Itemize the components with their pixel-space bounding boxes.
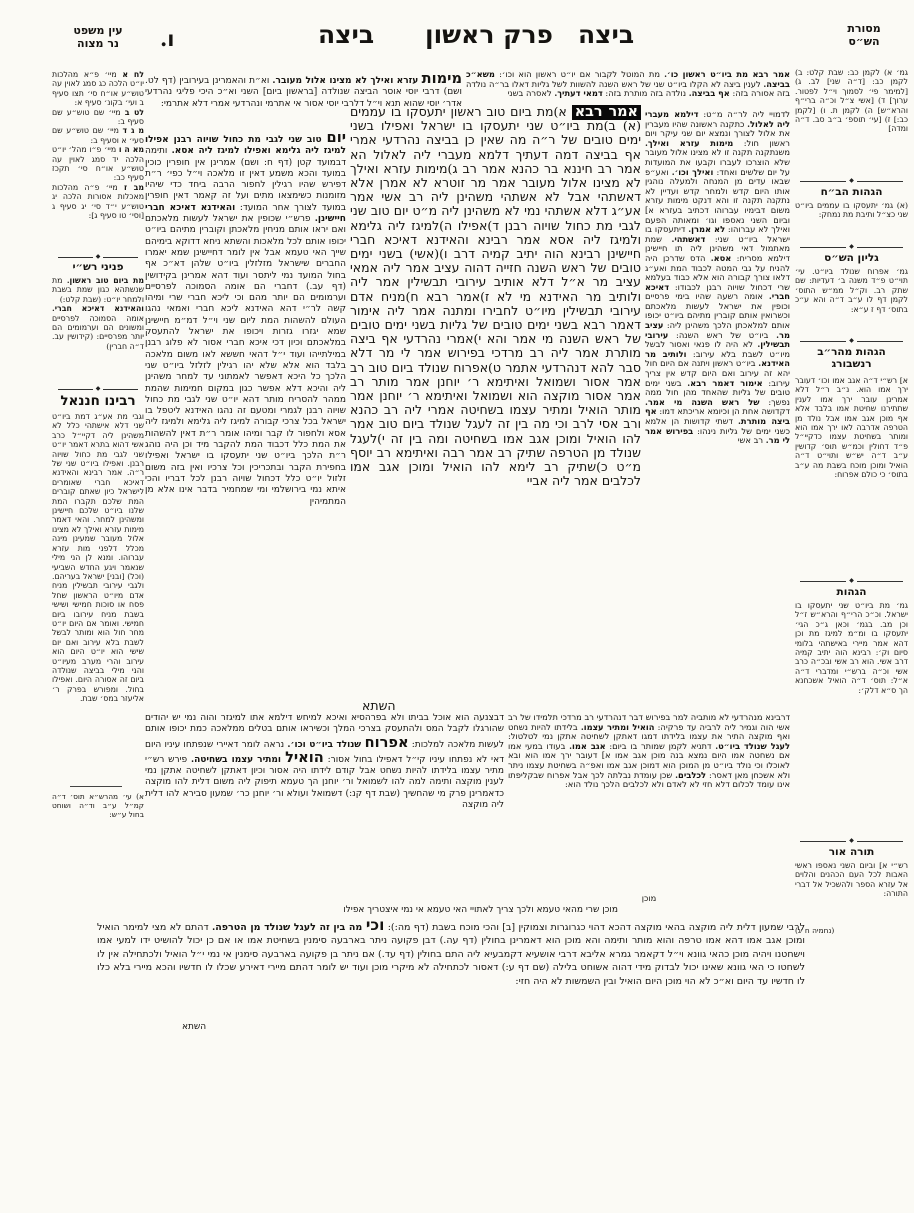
ein-mishpat-entries: לח א מיי׳ פ״א מהלכות יו״ט הלכה כג סמג לאוין עה טוש״ע או״ח סי׳ תצו סעיף ב ועי׳ בקונ׳ סעיף א: לט ב מיי׳ שם טוש״ע שם סעיף ב: מ ג ד מיי׳ שם טוש״ע שם סעי׳ א וסעיף ב: מא ה ו מיי׳ פ״ו מהל׳ יו״ט הלכה יד סמג לאוין עה טוש״ע או״ח סי׳ תקכז סעיף כב: מב ז מיי׳ פ״ה מהלכות מאכלות אסורות הלכה יג טוש״ע י״ד סי׳ יג סעיף ג [וסי׳ טו סעיף ג]: <box>52 70 144 221</box>
ein-mishpat-title-line1: עין משפט <box>73 24 123 37</box>
torah-or-text: רש״י א] וביום השני נאספו ראשי האבות לכל העם הכהנים והלוים אל עזרא הספר ולהשכיל אל דברי התורה: <box>795 861 908 899</box>
footnote-rule <box>70 786 122 787</box>
ein-mishpat-title <box>52 24 144 50</box>
masoret-title-line1: מסורת <box>847 22 881 35</box>
rashi-widened-block: דרבינא מנהרדעי לא מותביה למר בפירוש דבר דנהרדעי רב מרדכי תלמידו של רב אשי הוה וגמיר ליה לרביה עד פרקיה: הואיל ומתיר עצמו. בלידתו להיות נשחט ואף מוקצה התיר את עצמו בלידתו דמגו דאתקן לשחיטה אתקן נמי לטלטול: לעגל שנולד ביו״ט. דתניא לקמן שמותר בו ביום: אגב אמו. בעודו במעי אמו אם נשחטה אמו היום נמצא בנה מוכן אגב אמו א] דעובר ירך אמו הוא ובא לאוכלו וכי נולד ביו״ט מן המוכן הוא דמוכן אגב אמו ואפ״ה בשחיטת עצמו ניתר ולא אשכחן מאן דאסר: לכלבים. שכן עומדת נבלתה לכך אבל אפרוח שבקליפתו אינו עומד לכלום דלא חזי לא לאדם ולא לכלבים הלכך נולד הוא: <box>508 713 790 790</box>
gilyon-hashas-title: גליון הש״ס <box>824 252 879 264</box>
divider-diamond-icon: ◆ <box>95 386 101 392</box>
gilyon-hashas-text: גמ׳ אפרוח שנולד ביו״ט. עי׳ תוי״ט פ״ד משנה ב׳ דעדיות: שם שתק רב. וק״ל ממ״ש התוס׳ לקמן דף לו ע״ב ד״ה והא ע״כ בתוס׳ דף ז ע״א: <box>795 267 908 314</box>
torah-or-title: תורה אור <box>828 846 875 858</box>
divider-diamond-icon: ◆ <box>849 338 854 344</box>
rashi-catchword: מוכן <box>641 894 657 903</box>
masoret-title <box>820 22 908 48</box>
daf-number: ו. <box>160 26 175 51</box>
divider-diamond-icon: ◆ <box>849 578 854 584</box>
section-divider-ornament <box>800 838 903 844</box>
rabbeinu-chananel-title: רבינו חננאל <box>60 393 136 409</box>
left-footnote: א) עי׳ מהרש״א תוס׳ ד״ה קמ״ל ע״ב וד״ה ושוחט בחול ע״ש: <box>52 793 144 819</box>
ein-mishpat-title-line2: נר מצוה <box>77 37 119 50</box>
masechet-title-right: ביצה <box>578 20 635 49</box>
bottom-block-first-line: מוכן שרי מהאי טעמא ולכך צריך לאתויי האי טעמא אי נמי איצטריך אפילו <box>343 905 618 915</box>
bach-text: (א) גמ׳ יתעסקו בו עממים ביו״ט שני כצ״ל ותיבת מת נמחק: <box>795 201 908 220</box>
divider-diamond-icon: ◆ <box>849 244 854 250</box>
ranshburg-title-line2: רנשבורג <box>831 358 872 370</box>
rashi-column: לדמויי ליה לר״ה מ״ט: דילמא מעברי ליה לאלול. כתקנה ראשונה שהיו מעברין את אלול לצורך ונמצא יום שני עיקר ויום ראשון חול: מימות עזרא ואילך. משנתקנה תקנה זו לא מצינו אלול מעובר שלא הוצרכו לעברו וקבעו את המועדות על יום שלשים ואחד: ואילך וכו׳. ואע״פ שבאו עדים מן המנחה ולמעלה נוהגין אותו היום קדש ולמחר קדש ועדיין לא נתקנה תקנה זו והא דנקט מימות עזרא משום דבימיו עברוהו דכתיב בעזרא א] וביום השני נאספו וגו׳ ומאותה הפעם ואילך לא עברוהו: לא אמרן. דיתעסקו בו ישראל ביו״ט שני: דאשתהי. שמת מאתמול דאי משהינן ליה תו חיישינן דילמא מסריח: אסא. הדס שדרכן היה להניח על גבי המטה לכבוד המת ואע״ג דלאו צורך קבורה הוא אלא כבוד בעלמא שרי דכחול שויוה רבנן לכבודו: דאיכא חברי. אומה רשעה שהיו בימי פרסיים וכופין את ישראל לעשות מלאכתם וכשרואין אותם קוברין מתיהם ביו״ט יכופו אותם למלאכתן הלכך משהינן ליה: עציב מר. ביו״ט של ראש השנה: עירובי תבשילין. לא היה לו פנאי ואסור לבשל מיו״ט לשבת בלא עירוב: ולותיב מר האידנא. ביו״ט ראשון ויתנה אם היום חול יהא זה עירוב ואם היום קדש אין צריך עירוב: אימור דאמר רבא. בשני ימים טובים של גליות שהאחד מהן חול ממה נפשך: של ראש השנה מי אמר. דקדושה אחת הן וכיומא אריכתא דמו: אף ביצה מותרת. דשתי קדושות הן אלמא כשני ימים של גליות נינהו: בפירוש אמר לי מר. רב אשי <box>645 110 790 446</box>
divider-diamond-icon: ◆ <box>849 178 854 184</box>
rashi-top-block: אמר רבא מת ביו״ט ראשון כו׳. מת המוטל לקבור אם יו״ט ראשון הוא וכו׳: משא״כ בביצה. לענין ביצה לא הקלו ביו״ט שני של ראש השנה להשוות לשל גליות דאלו בר״ה נולדה בזה אסורה בזה: אף בביצה. נולדה בזה מותרת בזה: דמאי דעתיך. לאסרה בשני <box>466 70 790 99</box>
section-divider-ornament <box>800 578 903 584</box>
section-divider-ornament <box>58 386 138 392</box>
pninei-rashi-text: מת ביום טוב ראשון. מת שנשתהא כגון שמת בשבת ולמחר יו״ט: (שבת קלט:) והאידנא דאיכא חברי. אומה הסמוכה לפרסיים ומשונים הם וערמומים הם יותר מפרסיים: (קידושין עב. ד״ה חברין) <box>52 276 144 351</box>
divider-diamond-icon: ◆ <box>849 838 854 844</box>
hagahot-title: הגהות <box>836 586 867 598</box>
masoret-hashas-text: גמ׳ א) לקמן כב: שבת קלט: ב) לקמן כב: [ד״ה שני] לב. ג) [למימר פי׳ לסמוך וי״ל לפטור. ערוך] ד) [אשי צ״ל וכ״ה ברי״ף והרא״ש] ה) לקמן ת. ו) [לקמן כב:] ז) [עי׳ תוספ׳ ב״ב סב. ד״ה ומדה] <box>795 68 908 134</box>
divider-diamond-icon: ◆ <box>95 254 101 260</box>
bottom-block-text: לרבי שמעון דלית ליה מוקצה בהאי מוקצה דהכא דהוי כגרוגרות וצמוקין [ב] והכי מוכח בשבת (דף מה:): וכי מה בין זה לעגל שנולד מן הטרפה. דהתם לא מצי למימר הואיל ומוכן אגב אמו דהא אמו טרפה והוא מותר ותימה והא מוכן הוא דאמרינן בחולין (דף עה.) דבן פקועה ניתר בארבעה סימנין בשחיטת אמו או אם כן יכול להושיט ידו למעי אמו וישחטנו ויהיה מוכן כהאי גוונא וי״ל דקאמר גמרא אליבא דרבי אושעיא דקמבעיא ליה התם בחולין (דף עד.) אם ניתר בן פקועה בארבעה סימנין אי נמי י״ל הואיל ולכתחילה אין לו לשחטו כי האי גוונא שאינו יכול לבדוק מידי דהוה אשוחט בלילה (שם דף ע:) דאסור לכתחילה לא מיקרי מוכן ועוד יש לומר דהתם מיירי דאירע שכלו לו חדשיו והכא מיירי בלא כלו לו חדשיו עד היום וא״כ לא הוי מוכן היום הואיל ובין השמשות לא היה חזי: <box>97 918 805 987</box>
tosafot-top-block: מימות עזרא ואילך לא מצינו אלול מעובר. וא״ת והאמרינן בעירובין (דף לט. ושם) דרבי יוסי אוסר הביצה שנולדה [בראשון ביום] השני וא״כ היכי פליגי נהרדעי אדר׳ יוסי שהוא תנא וי״ל דלרבי יוסי אסור אי אתרמי ונהרדעי אמרי דלא אתרמי: <box>145 72 462 109</box>
perek-title: פרק ראשון <box>425 20 553 49</box>
bottom-catchword: השתא <box>182 1022 207 1032</box>
masechet-title-left: ביצה <box>318 20 375 49</box>
ranshburg-title-line1: הגהות מהר״ב <box>817 346 886 358</box>
tosafot-widened-block: דבצנעה הוא אוכל בביתו ולא בפרהסיא ואיכא למיחש דילמא אתו למיגזר והוה נמי יש יהודים שהורגלו לקבל המס ולהתעסק בצרכי המלך וכשיראו אותם בטלים ממלאכה כמת יכופו אותם לעשות מלאכה למלכות: אפרוח שנולד ביו״ט וכו׳. נראה לומר דאיירי שנפתחו עיניו היום דאי לא נפתחו עיניו קי״ל דאפילו בחול אסור: הואיל ומתיר עצמו בשחיטה. פירש רש״י מתיר עצמו בלידתו להיות נשחט אבל קודם לידתו היה אסור וכיון דאתקן לשחיטה אתקן נמי לענין מוקצה ותימה למה להו לשמואל ור׳ יוחנן הך טעמא תיפוק ליה משום דלית להו מוקצה כדאמרינן פרק מי שהחשיך (שבת דף קנ:) דשמואל ועולא ור׳ יוחנן כר׳ שמעון סבירא להו דלית ליה מוקצה <box>145 713 504 811</box>
ranshburg-title <box>795 346 908 370</box>
tosafot-column: יום טוב שני לגבי מת כחול שויוה רבנן אפילו למיגז ליה גלימא ואפילו למיגז ליה אסא. ותימה דבמועד קטן (דף ח: ושם) אמרינן אין חופרין כוכין במועד והכא משמע דאין זו מלאכה וי״ל כפי׳ ר״ת דפירש שהיו רגילין לחפור הרבה ביחד כדי שיהיו מזומנות כשימצאו מתים ועל זה קאמר דאין חופרין במועד לצורך אחר המועד: והאידנא דאיכא חברי חיישינן. פרש״י שכופין את ישראל לעשות מלאכתם ואם יראו אותם מניחין מלאכתן וקוברין מתיהם ביו״ט יכופו אותם לכל מלאכות והשתא ניחא דדוקא בימיהם שייך האי טעמא אבל אין לומר דחיישינן שמא יאמרו החברים שישראל מזלזלין ביו״ט שלהן דא״כ אף בחול המועד נמי ליתסר ועוד דהא אמרינן בקידושין (דף עב.) דחברי הם אומה הסמוכה לפרסיים וערמומים הם יותר מהם וכי ליכא חברי שרי ומיהו קשה לר״י דהא האידנא ליכא חברי ואמאי נהגו העולם להשהות המת ליום שני וי״ל דמ״מ חיישינן שמא יגזרו גזרות ויכופו את ישראל להתעסק במלאכתם וכיון דכי איכא חברי אסור לא פלוג רבנן במילתייהו ועוד י״ל דהאי חששא לאו משום מלאכה בלבד הוא אלא שלא יהו רגילין לזלזל ביו״ט שני הלכך כל היכא דאפשר לאמתוני עד למחר משהינן ליה והיכא דלא אפשר כגון במקום חמימות שהמת ממהר להסריח מותר דהא יו״ט שני לגבי מת כחול שויוה רבנן לגמרי ומטעם זה נהגו האידנא ליטפל בו ישראל בכל צרכי קבורה למיגז ליה גלימא ולמיגז ליה אסא ולחפור לו קבר ומיהו אומר ר״ת דאין להשהות את המת כלל דכבוד המת להקבר מיד וכן היה נוהג ר״ת הלכך ביו״ט שני יתעסקו בו ישראל ואפילו בחפירת הקבר ובתכריכין וכל צרכיו ואין בזה משום זלזול יו״ט כלל דכחול שויוה רבנן לכל דבריו והכי איתא נמי בירושלמי ומי שמחמיר בדבר אינו אלא מן המתמיהין <box>145 131 346 507</box>
section-divider-ornament <box>58 254 138 260</box>
hagahot-text: גמ׳ מת ביו״ט שני יתעסקו בו ישראל. וכ״כ הרי״ף והרא״ש ז״ל וכן מב. בגמ׳ וכאן ג״כ הגי׳ יתעסקו בו ומ״מ למיגז מת וכן דהא אמר מיירי באישתהי בלומי סיום וק׳: רבינא הוה יתיב קמיה דרב אשי. הוא רב אשי ובכ״ה כרב אשי וכ״ה ברש״י ומדברי ד״ה א״ל: תוס׳ ד״ה הואיל אשכחנא הך ס״א דלק׳: <box>795 601 908 695</box>
torah-or-citation: (נחמיה ח יג) <box>795 927 835 935</box>
section-divider-ornament <box>800 244 903 250</box>
pninei-rashi-title: פניני רש״י <box>72 261 124 273</box>
ranshburg-text: א] רש״י ד״ה אגב אמו וכו׳ דעובר ירך אמו הוא. נ״ב ר״ל דלא אמרינן עובר ירך אמו לענין שתתירנו שחיטת אמו בלבד אלא אף מוכן אגב אמו אבל נולד מן הטרפה אדרבה לאו ירך אמו הוא ומותר בשחיטת עצמו כדקיי״ל פ״ד דחולין וכמ״ש תוס׳ קדושין ע״ב ד״ה יש״ש ותוי״ט ד״ה הואיל ומוכן מוכח בשבת מה ע״ב בתוס׳ כי כולם אפרוח: <box>795 376 908 480</box>
masoret-title-line2: הש״ס <box>848 35 880 48</box>
bach-title: הגהות הב״ח <box>820 186 883 198</box>
gemara-catchword: השתא <box>362 699 396 713</box>
rabbeinu-chananel-text: וגבי מת אע״ג דמת ביו״ט שני דלא אישתהי כלל לא משהינן ליה דקיי״ל כרב אשי דהוא בתרא דאמר יו״ט שני לגבי מת כחול שויוה רבנן. ואפילו ביו״ט שני של ר״ה. אמר רבינא והאידנא דאיכא חברי שאומרים לישראל כיון שאתם קוברים המת שלכם תקברו המת שלנו ביו״ט שלכם חיישינן ומשהינן למחר. והאי דאמר מימות עזרא ואילך לא מצינו אלול מעובר שמעינן מינה מכלל דלפני מות עזרא עברוהו. ומנא לן הני מילי שנאמר ויגע החדש השביעי (וכל) [ובני] ישראל בעריהם. ולגבי עירובי תבשילין מניח אדם מיו״ט הראשון שחל פסח או סוכות חמישי ושישי בשבת מניח עירובו ביום חמישי. ואומר אם היום יו״ט מחר חול הוא ומותר לבשל לשבת בלא עירוב ואם יום שישי הוא יו״ט היום הוא עירוב והרי מערב מעיו״ט והני מילי בביצה שנולדה ביום זה אסורה היום. ואפילו בחול. ומפורש בפרק ר׳ אליעזר במס׳ שבת. <box>52 412 144 704</box>
section-divider-ornament <box>800 338 903 344</box>
gemara-text: אמר רבא א)מת ביום טוב ראשון יתעסקו בו עממים (א) ב)מת ביו״ט שני יתעסקו בו ישראל ואפילו בשני ימים טובים של ר״ה מה שאין כן בביצה נהרדעי אמרי אף בביצה דמה דעתיך דלמא מעברי ליה לאלול הא אמר רב חיננא בר כהנא אמר רב ג)מימות עזרא ואילך לא מצינו אלול מעובר אמר מר זוטרא לא אמרן אלא דאשתהי אבל לא אשתהי משהינן ליה רב אשי אמר אע״ג דלא אשתהי נמי לא משהינן ליה מ״ט יום טוב שני לגבי מת כחול שויוה רבנן ד)אפילו ה)למיגז ליה גלימא ולמיגז ליה אסא אמר רבינא והאידנא דאיכא חברי חיישינן רבינא הוה יתיב קמיה דרב ו)(אשי) בשני ימים טובים של ראש השנה חזייה דהוה עציב אמר ליה אמאי עציב מר א״ל דלא אותיב עירובי תבשילין אמר ליה ולותיב מר האידנא מי לא ז)אמר רבא ח)מניח אדם עירובי תבשילין מיו״ט לחבירו ומתנה אמר ליה אימור דאמר רבא בשני ימים טובים של גליות בשני ימים טובים של ראש השנה מי אמר והא י)אמרי נהרדעי אף ביצה מותרת אמר ליה רב מרדכי בפירוש אמר לי מר דלא סבר להא דנהרדעי אתמר ט)אפרוח שנולד ביום טוב רב אמר אסור ושמואל ואיתימא ר׳ יוחנן אמר מותר רב אמר אסור מוקצה הוא ושמואל ואיתימא ר׳ יוחנן אמר מותר הואיל ומתיר עצמו בשחיטה אמרי ליה רב כהנא ורב אסי לרב וכי מה בין זה לעגל שנולד ביום טוב אמר להו הואיל ומוכן אגב אמו בשחיטה ומה בין זה י)לעגל שנולד מן הטרפה שתיק רב אמר רבה ואיתימא רב יוסף מ״ט כ)שתיק רב לימא להו הואיל ומוכן אגב אמו לכלבים אמר ליה אביי <box>350 105 641 489</box>
section-divider-ornament <box>800 178 903 184</box>
